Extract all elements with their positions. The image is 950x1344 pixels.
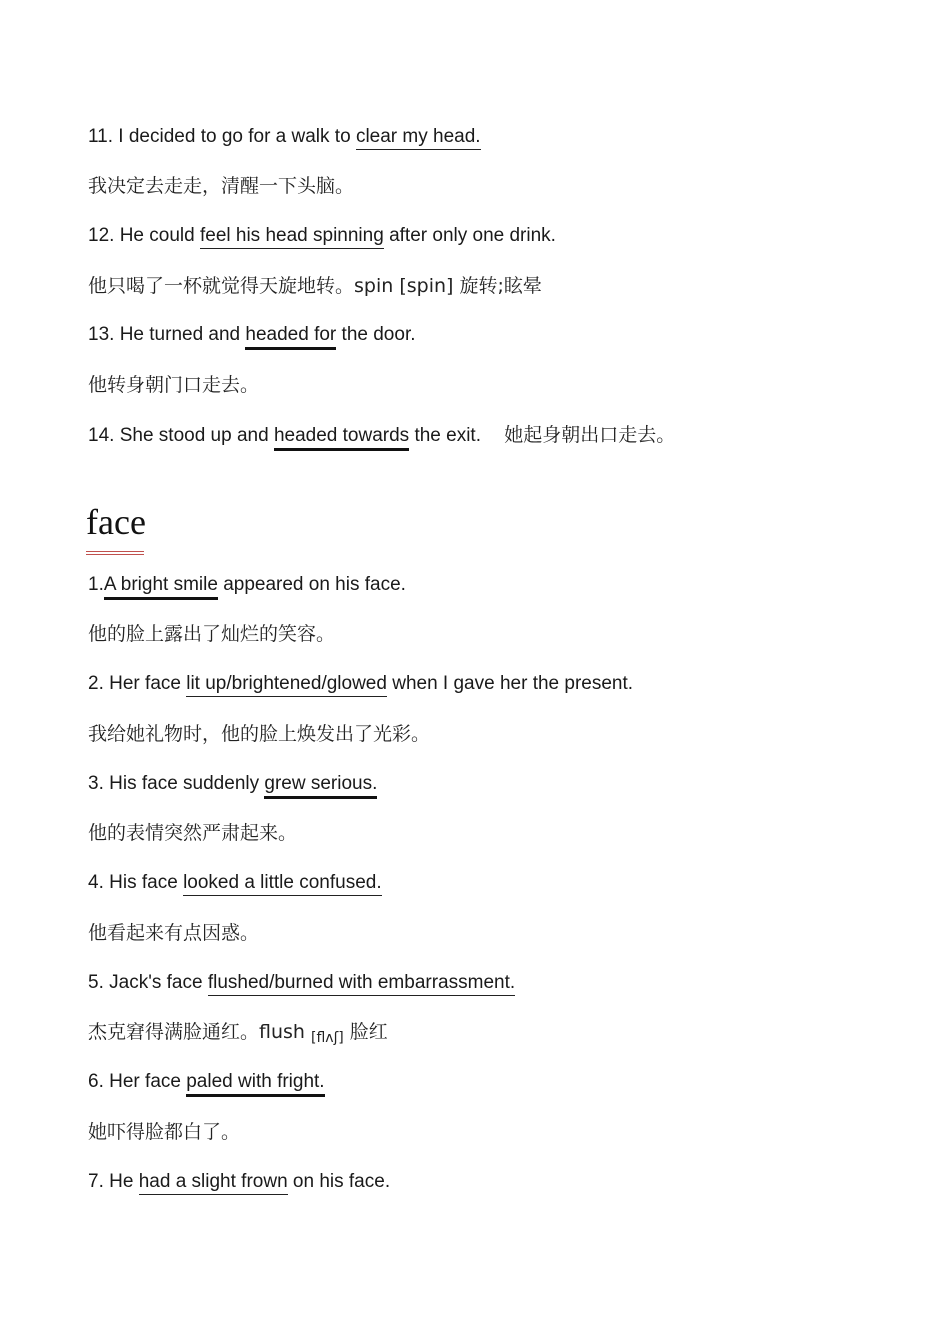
sentence-text: the door. (341, 324, 416, 345)
key-phrase: feel his head spinning (200, 225, 384, 249)
face-sentence-5 (88, 970, 515, 996)
key-phrase: A bright smile (104, 574, 218, 600)
sentence-13 (88, 322, 416, 350)
sentence-text: He could (119, 225, 195, 246)
face-sentence-3 (88, 771, 377, 799)
translation-13: 他转身朝门口走去。 (88, 374, 260, 396)
face-translation-2: 我给她礼物时，他的脸上焕发出了光彩。 (88, 723, 431, 745)
sentence-text: Her face (109, 673, 181, 694)
face-sentence-6 (88, 1069, 325, 1097)
face-translation-1: 他的脸上露出了灿烂的笑容。 (88, 623, 336, 645)
sentence-number: 4. (88, 872, 104, 893)
face-sentence-2 (88, 671, 633, 697)
heading-underline (86, 551, 144, 555)
sentence-text: His face suddenly (109, 773, 260, 794)
sentence-number: 7. (88, 1171, 104, 1192)
translation-11: 我决定去走走，清醒一下头脑。 (88, 175, 355, 197)
translation-text: 她起身朝出口走去。 (504, 424, 676, 446)
key-phrase: clear my head. (356, 126, 481, 150)
sentence-text: Her face (109, 1071, 181, 1092)
sentence-text: He (109, 1171, 134, 1192)
vocab-word: flush (259, 1021, 305, 1043)
sentence-12 (88, 223, 556, 249)
sentence-text: He turned and (119, 324, 241, 345)
sentence-number: 2. (88, 673, 104, 694)
sentence-text: Jack's face (109, 972, 203, 993)
sentence-number: 6. (88, 1071, 104, 1092)
sentence-number: 11. (88, 126, 114, 147)
sentence-text: on his face. (292, 1171, 391, 1192)
vocab-meaning: 脸红 (349, 1021, 388, 1043)
sentence-14 (88, 422, 675, 451)
sentence-text: appeared on his face. (223, 574, 406, 595)
key-phrase: grew serious. (264, 773, 377, 799)
sentence-text: I decided to go for a walk to (118, 126, 351, 147)
sentence-number: 14. (88, 425, 115, 446)
translation-text: 他只喝了一杯就觉得天旋地转。 (88, 275, 355, 297)
face-sentence-7 (88, 1169, 390, 1195)
face-translation-3: 他的表情突然严肃起来。 (88, 822, 298, 844)
face-translation-5 (88, 1019, 388, 1051)
phonetic: [flʌʃ] (311, 1030, 344, 1046)
sentence-text: after only one drink. (389, 225, 556, 246)
key-phrase: lit up/brightened/glowed (186, 673, 387, 697)
sentence-text: She stood up and (119, 425, 269, 446)
sentence-text: His face (109, 872, 178, 893)
sentence-11 (88, 124, 481, 150)
sentence-text: the exit. (414, 425, 481, 446)
face-translation-4: 他看起来有点因惑。 (88, 922, 260, 944)
sentence-text: when I gave her the present. (392, 673, 634, 694)
section-heading: face (86, 502, 146, 542)
key-phrase: flushed/burned with embarrassment. (208, 972, 515, 996)
key-phrase: looked a little confused. (183, 872, 382, 896)
translation-text: 杰克窘得满脸通红。 (88, 1021, 260, 1043)
key-phrase: headed for (245, 324, 336, 350)
face-sentence-1 (88, 572, 406, 600)
sentence-number: 1. (88, 574, 104, 595)
face-sentence-4 (88, 870, 382, 896)
sentence-number: 5. (88, 972, 104, 993)
face-translation-6: 她吓得脸都白了。 (88, 1121, 241, 1143)
translation-12 (88, 273, 542, 299)
key-phrase: paled with fright. (186, 1071, 324, 1097)
vocab-note: spin [spin] 旋转;眩晕 (354, 275, 542, 297)
sentence-number: 3. (88, 773, 104, 794)
key-phrase: headed towards (274, 425, 409, 451)
sentence-number: 13. (88, 324, 115, 345)
sentence-number: 12. (88, 225, 115, 246)
key-phrase: had a slight frown (139, 1171, 288, 1195)
